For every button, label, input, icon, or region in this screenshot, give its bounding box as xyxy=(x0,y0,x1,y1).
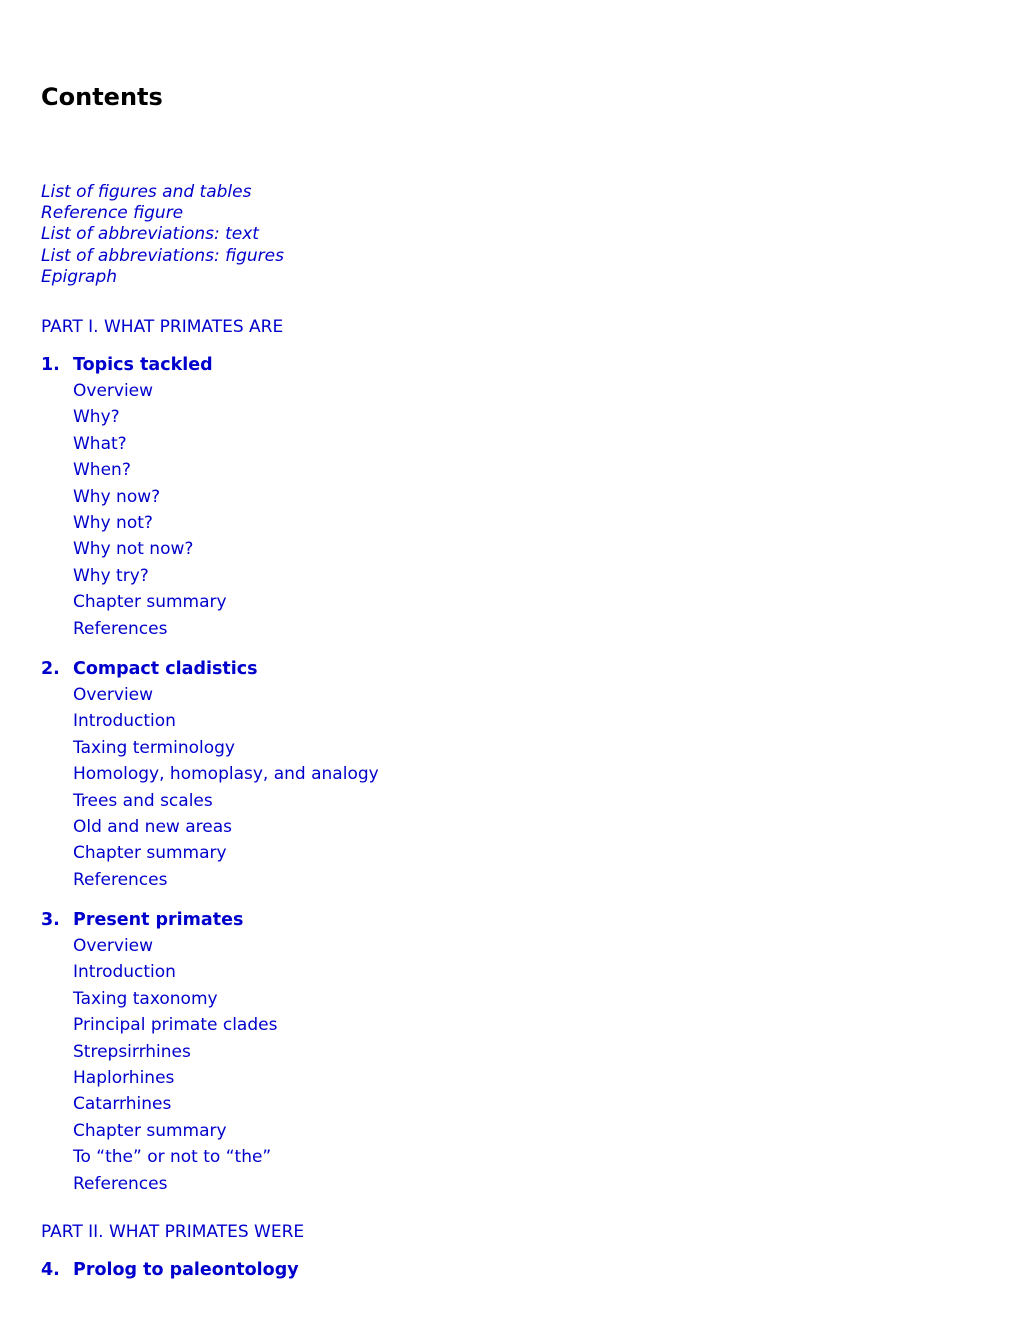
section-link[interactable]: Trees and scales xyxy=(73,790,213,811)
section-link[interactable]: Homology, homoplasy, and analogy xyxy=(73,764,379,785)
chapter-title: Prolog to paleontology xyxy=(73,1260,299,1280)
front-matter-list xyxy=(41,182,284,288)
section-link[interactable]: Taxing terminology xyxy=(73,737,235,758)
chapter-3 xyxy=(41,907,277,1197)
section-link[interactable]: Introduction xyxy=(73,962,176,983)
chapter-heading-link[interactable] xyxy=(41,656,379,682)
part-link-2[interactable]: PART II. WHAT PRIMATES WERE xyxy=(41,1222,305,1242)
section-link[interactable]: Why? xyxy=(73,407,120,428)
chapter-number: 4. xyxy=(41,1260,60,1280)
section-link[interactable]: Overview xyxy=(73,381,154,401)
section-link[interactable]: References xyxy=(73,618,168,639)
section-link[interactable]: Chapter summary xyxy=(73,843,227,864)
section-link[interactable]: Old and new areas xyxy=(73,816,232,837)
section-list xyxy=(41,378,227,642)
section-link[interactable]: References xyxy=(73,1173,168,1194)
section-list xyxy=(41,933,277,1197)
section-link[interactable]: Overview xyxy=(73,685,154,705)
part-link-1[interactable]: PART I. WHAT PRIMATES ARE xyxy=(41,317,284,337)
front-matter-link-abbreviations-figures[interactable]: List of abbreviations: figures xyxy=(41,245,284,266)
section-link[interactable]: Overview xyxy=(73,936,154,956)
section-link[interactable]: Chapter summary xyxy=(73,592,227,613)
chapter-title: Present primates xyxy=(73,910,244,930)
section-link[interactable]: To “the” or not to “the” xyxy=(73,1147,272,1168)
front-matter-link-reference-figure[interactable]: Reference figure xyxy=(41,203,184,224)
section-link[interactable]: Why now? xyxy=(73,486,161,507)
section-link[interactable]: Strepsirrhines xyxy=(73,1041,191,1062)
front-matter-link-abbreviations-text[interactable]: List of abbreviations: text xyxy=(41,224,259,245)
chapter-title: Topics tackled xyxy=(73,355,213,375)
section-link[interactable]: What? xyxy=(73,433,127,454)
front-matter-link-epigraph[interactable]: Epigraph xyxy=(41,266,118,287)
chapter-number: 3. xyxy=(41,910,60,930)
section-link[interactable]: Principal primate clades xyxy=(73,1015,278,1036)
section-link[interactable]: Taxing taxonomy xyxy=(73,988,218,1009)
chapter-1 xyxy=(41,352,227,642)
section-link[interactable]: Why not? xyxy=(73,512,153,533)
section-link[interactable]: When? xyxy=(73,460,131,481)
chapter-number: 2. xyxy=(41,659,60,679)
chapter-title: Compact cladistics xyxy=(73,659,258,679)
chapter-2 xyxy=(41,656,379,893)
section-link[interactable]: References xyxy=(73,869,168,890)
chapter-number: 1. xyxy=(41,355,60,375)
chapter-heading-link[interactable] xyxy=(41,352,227,378)
section-list xyxy=(41,682,379,893)
front-matter-link-figures-tables[interactable]: List of figures and tables xyxy=(41,182,252,202)
page-title: Contents xyxy=(41,83,163,111)
section-link[interactable]: Introduction xyxy=(73,711,176,732)
section-link[interactable]: Why not now? xyxy=(73,539,194,560)
chapter-heading-link[interactable] xyxy=(41,1257,299,1283)
section-link[interactable]: Chapter summary xyxy=(73,1120,227,1141)
section-link[interactable]: Catarrhines xyxy=(73,1094,172,1115)
chapter-heading-link[interactable] xyxy=(41,907,277,933)
section-link[interactable]: Haplorhines xyxy=(73,1067,175,1088)
chapter-4 xyxy=(41,1257,299,1283)
section-link[interactable]: Why try? xyxy=(73,565,149,586)
